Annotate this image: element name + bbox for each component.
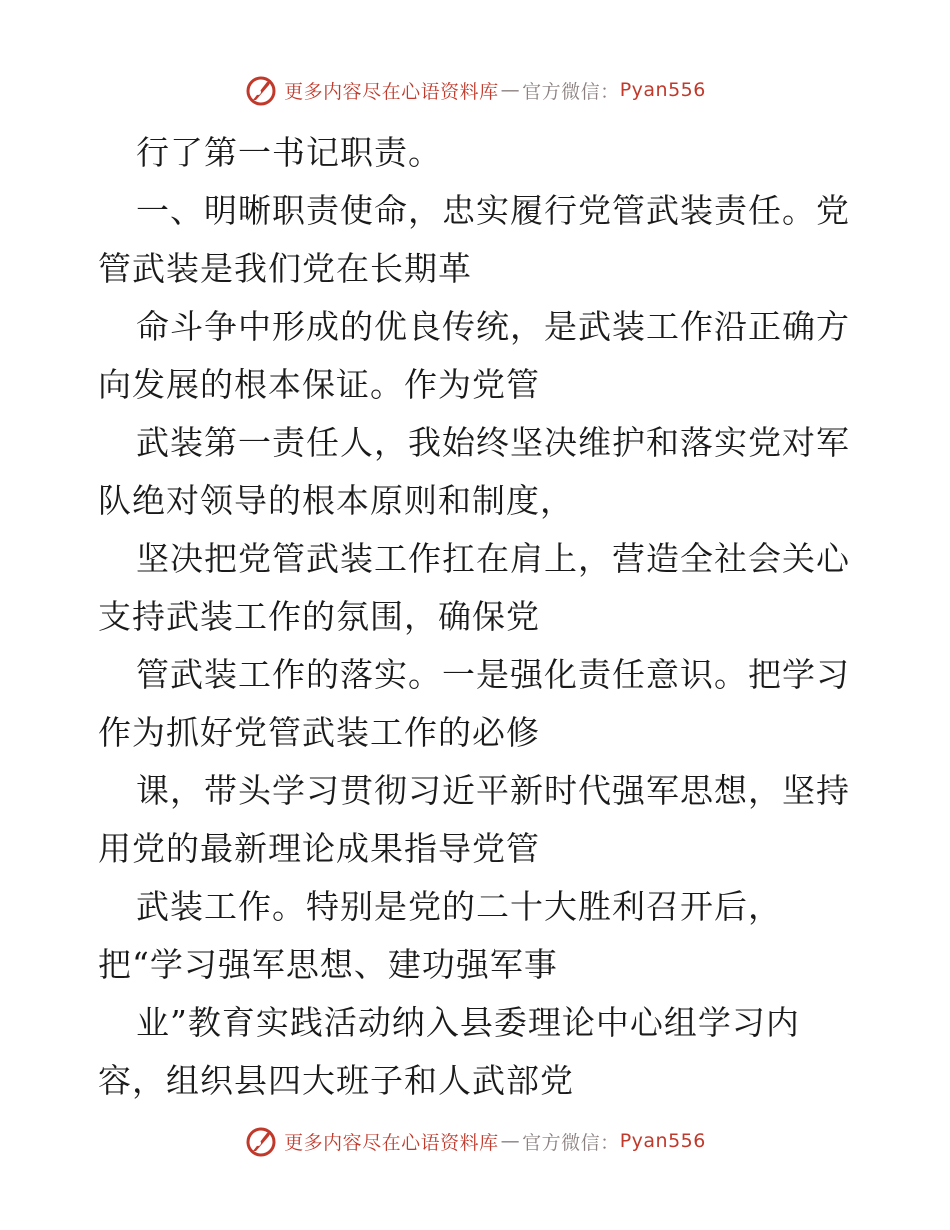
text-line: 武装第一责任人，我始终坚决维护和落实党对军 [136,423,850,462]
header-watermark [0,73,950,107]
text-line: 作为抓好党管武装工作的必修 [98,713,540,752]
text-line: 课，带头学习贯彻习近平新时代强军思想，坚持 [136,771,850,810]
text-line: 管武装是我们党在长期革 [98,249,472,288]
text-line: 行了第一书记职责。 [136,133,442,172]
text-line: 一、明晰职责使命，忠实履行党管武装责任。党 [136,191,850,230]
footer-watermark [0,1124,950,1158]
watermark-site-name: 更多内容尽在心语资料库 [284,80,499,103]
watermark-separator: — [500,79,521,101]
watermark-wechat-id: Pyan556 [619,79,706,101]
text-line: 坚决把党管武装工作扛在肩上，营造全社会关心 [136,539,850,578]
text-line: 用党的最新理论成果指导党管 [98,829,540,868]
watermark-separator: — [500,1130,521,1152]
quill-logo-icon [244,1124,278,1158]
watermark-site-name: 更多内容尽在心语资料库 [284,1131,499,1154]
text-line: 队绝对领导的根本原则和制度， [98,481,574,520]
text-line: 支持武装工作的氛围，确保党 [98,597,540,636]
text-line: 向发展的根本保证。作为党管 [98,365,540,404]
text-line: 武装工作。特别是党的二十大胜利召开后， [136,887,782,926]
watermark-wechat-label: 官方微信： [522,80,620,103]
text-line: 把“学习强军思想、建功强军事 [98,945,558,984]
document-body [98,124,858,1110]
text-line: 命斗争中形成的优良传统，是武装工作沿正确方 [136,307,850,346]
text-line: 容，组织县四大班子和人武部党 [98,1061,574,1100]
quill-logo-icon [244,73,278,107]
text-line: 业”教育实践活动纳入县委理论中心组学习内 [136,1003,800,1042]
watermark-wechat-label: 官方微信： [522,1131,620,1154]
text-line: 管武装工作的落实。一是强化责任意识。把学习 [136,655,850,694]
watermark-wechat-id: Pyan556 [619,1130,706,1152]
